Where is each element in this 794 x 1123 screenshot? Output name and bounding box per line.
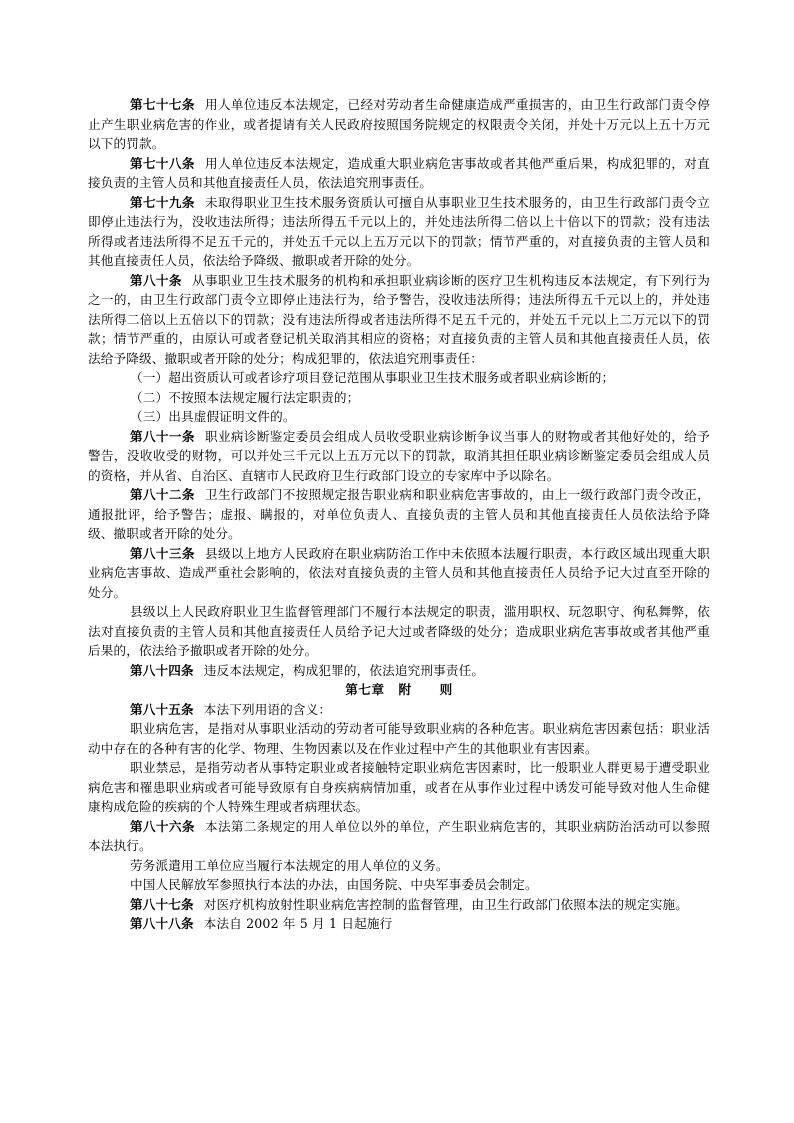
article-number: 第八十七条 — [130, 896, 194, 912]
article-number: 第八十四条 — [130, 662, 194, 678]
article-84 — [88, 661, 710, 681]
article-86-paragraph-3: 中国人民解放军参照执行本法的办法，由国务院、中央军事委员会制定。 — [130, 877, 538, 892]
article-number: 第八十八条 — [130, 916, 194, 931]
article-text: 未取得职业卫生技术服务资质认可擅自从事职业卫生技术服务的，由卫生行政部门责令立即停止违法行为，没收违法所得；违法所得五千元以上的，并处违法所得二倍以上十倍以下的罚款；没有违法所得或者违法所得不足五千元的，并处五千元以上五万元以下的罚款；情节严重的，对直接负责的主管人员和其他直接责任人员，依法给予降级、撤职或者开除的处分。 — [88, 194, 711, 268]
article-text: 用人单位违反本法规定，已经对劳动者生命健康造成严重损害的，由卫生行政部门责令停止产生职业病危害的作业，或者提请有关人民政府按照国务院规定的权限责令关闭，并处十万元以上五十万元以下的罚款。 — [88, 97, 711, 151]
article-number: 第七十九条 — [130, 194, 195, 210]
article-number: 第八十三条 — [130, 545, 195, 561]
definition-occupational-hazard: 职业病危害，是指对从事职业活动的劳动者可能导致职业病的各种危害。职业病危害因素包括：职业活动中存在的各种有害的化学、物理、生物因素以及在作业过程中产生的其他职业有害因素。 — [88, 721, 710, 756]
article-number: 第八十六条 — [130, 818, 195, 834]
article-text: 对医疗机构放射性职业病危害控制的监督管理，由卫生行政部门依照本法的规定实施。 — [203, 896, 688, 912]
article-82 — [88, 485, 710, 544]
definition-occupational-taboo: 职业禁忌，是指劳动者从事特定职业或者接触特定职业病危害因素时，比一般职业人群更易于遭受职业病危害和罹患职业病或者可能导致原有自身疾病病情加重，或者在从事作业过程中诱发可能导致对他人生命健康构成危险的疾病的个人特殊生理或者病理状态。 — [88, 760, 710, 814]
article-77 — [88, 95, 710, 154]
article-text: 违反本法规定，构成犯罪的，依法追究刑事责任。 — [203, 662, 485, 678]
article-text: 卫生行政部门不按照规定报告职业病和职业病危害事故的，由上一级行政部门责令改正，通报批评，给予警告；虚报、瞒报的，对单位负责人、直接负责的主管人员和其他直接责任人员依法给予降级、撤职或者开除的处分。 — [88, 487, 711, 541]
article-83 — [88, 544, 710, 603]
article-88 — [88, 914, 710, 934]
article-80-item-2: （二）不按照本法规定履行法定职责的； — [130, 389, 360, 405]
article-number: 第八十五条 — [130, 701, 194, 717]
chapter-heading — [88, 680, 710, 700]
article-81 — [88, 427, 710, 486]
article-78 — [88, 154, 710, 193]
article-text: 从事职业卫生技术服务的机构和承担职业病诊断的医疗卫生机构违反本法规定，有下列行为之一的，由卫生行政部门责令立即停止违法行为，给予警告，没收违法所得；违法所得五千元以上的，并处违法所得二倍以上五倍以下的罚款；没有违法所得或者违法所得不足五千元的，并处五千元以上二万元以下的罚款；情节严重的，由原认可或者登记机关取消其相应的资格；对直接负责的主管人员和其他直接责任人员，依法给予降级、撤职或者开除的处分；构成犯罪的，依法追究刑事责任： — [88, 272, 711, 366]
article-87 — [88, 895, 710, 915]
article-text: 县级以上地方人民政府在职业病防治工作中未依照本法履行职责，本行政区域出现重大职业病危害事故、造成严重社会影响的，依法对直接负责的主管人员和其他直接责任人员给予记大过直至开除的处分。 — [88, 545, 711, 600]
article-text: 职业病诊断鉴定委员会组成人员收受职业病诊断争议当事人的财物或者其他好处的，给予警告，没收收受的财物，可以并处三千元以上五万元以下的罚款，取消其担任职业病诊断鉴定委员会组成人员的资格，并从省、自治区、直辖市人民政府卫生行政部门设立的专家库中予以除名。 — [88, 428, 711, 483]
chapter-title-part-1: 附 — [398, 682, 412, 697]
article-86-paragraph-2: 劳务派遣用工单位应当履行本法规定的用人单位的义务。 — [130, 857, 449, 873]
article-80-item-3: （三）出具虚假证明文件的。 — [130, 409, 296, 424]
article-number: 第七十七条 — [130, 97, 195, 112]
article-number: 第八十条 — [130, 272, 182, 288]
article-text: 用人单位违反本法规定，造成重大职业病危害事故或者其他严重后果，构成犯罪的，对直接负责的主管人员和其他直接责任人员，依法追究刑事责任。 — [88, 155, 711, 190]
article-80 — [88, 271, 710, 369]
document-page — [88, 95, 710, 934]
article-text: 本法下列用语的含义： — [203, 701, 332, 717]
article-83-paragraph-2: 县级以上人民政府职业卫生监督管理部门不履行本法规定的职责，滥用职权、玩忽职守、徇私舞弊，依法对直接负责的主管人员和其他直接责任人员给予记大过或者降级的处分；造成职业病危害事故或者其他严重后果的，依法给予撤职或者开除的处分。 — [88, 604, 710, 658]
article-number: 第八十二条 — [130, 487, 195, 502]
article-text: 本法第二条规定的用人单位以外的单位，产生职业病危害的，其职业病防治活动可以参照本法执行。 — [88, 818, 711, 853]
article-text: 本法自 2002 年 5 月 1 日起施行 — [203, 916, 393, 931]
article-number: 第八十一条 — [130, 428, 195, 444]
chapter-title-part-2: 则 — [439, 682, 453, 697]
article-79 — [88, 193, 710, 271]
article-85 — [88, 700, 710, 720]
article-86 — [88, 817, 710, 856]
article-number: 第七十八条 — [130, 155, 195, 171]
article-80-item-1: （一）超出资质认可或者诊疗项目登记范围从事职业卫生技术服务或者职业病诊断的； — [130, 370, 615, 385]
chapter-number: 第七章 — [345, 682, 385, 697]
